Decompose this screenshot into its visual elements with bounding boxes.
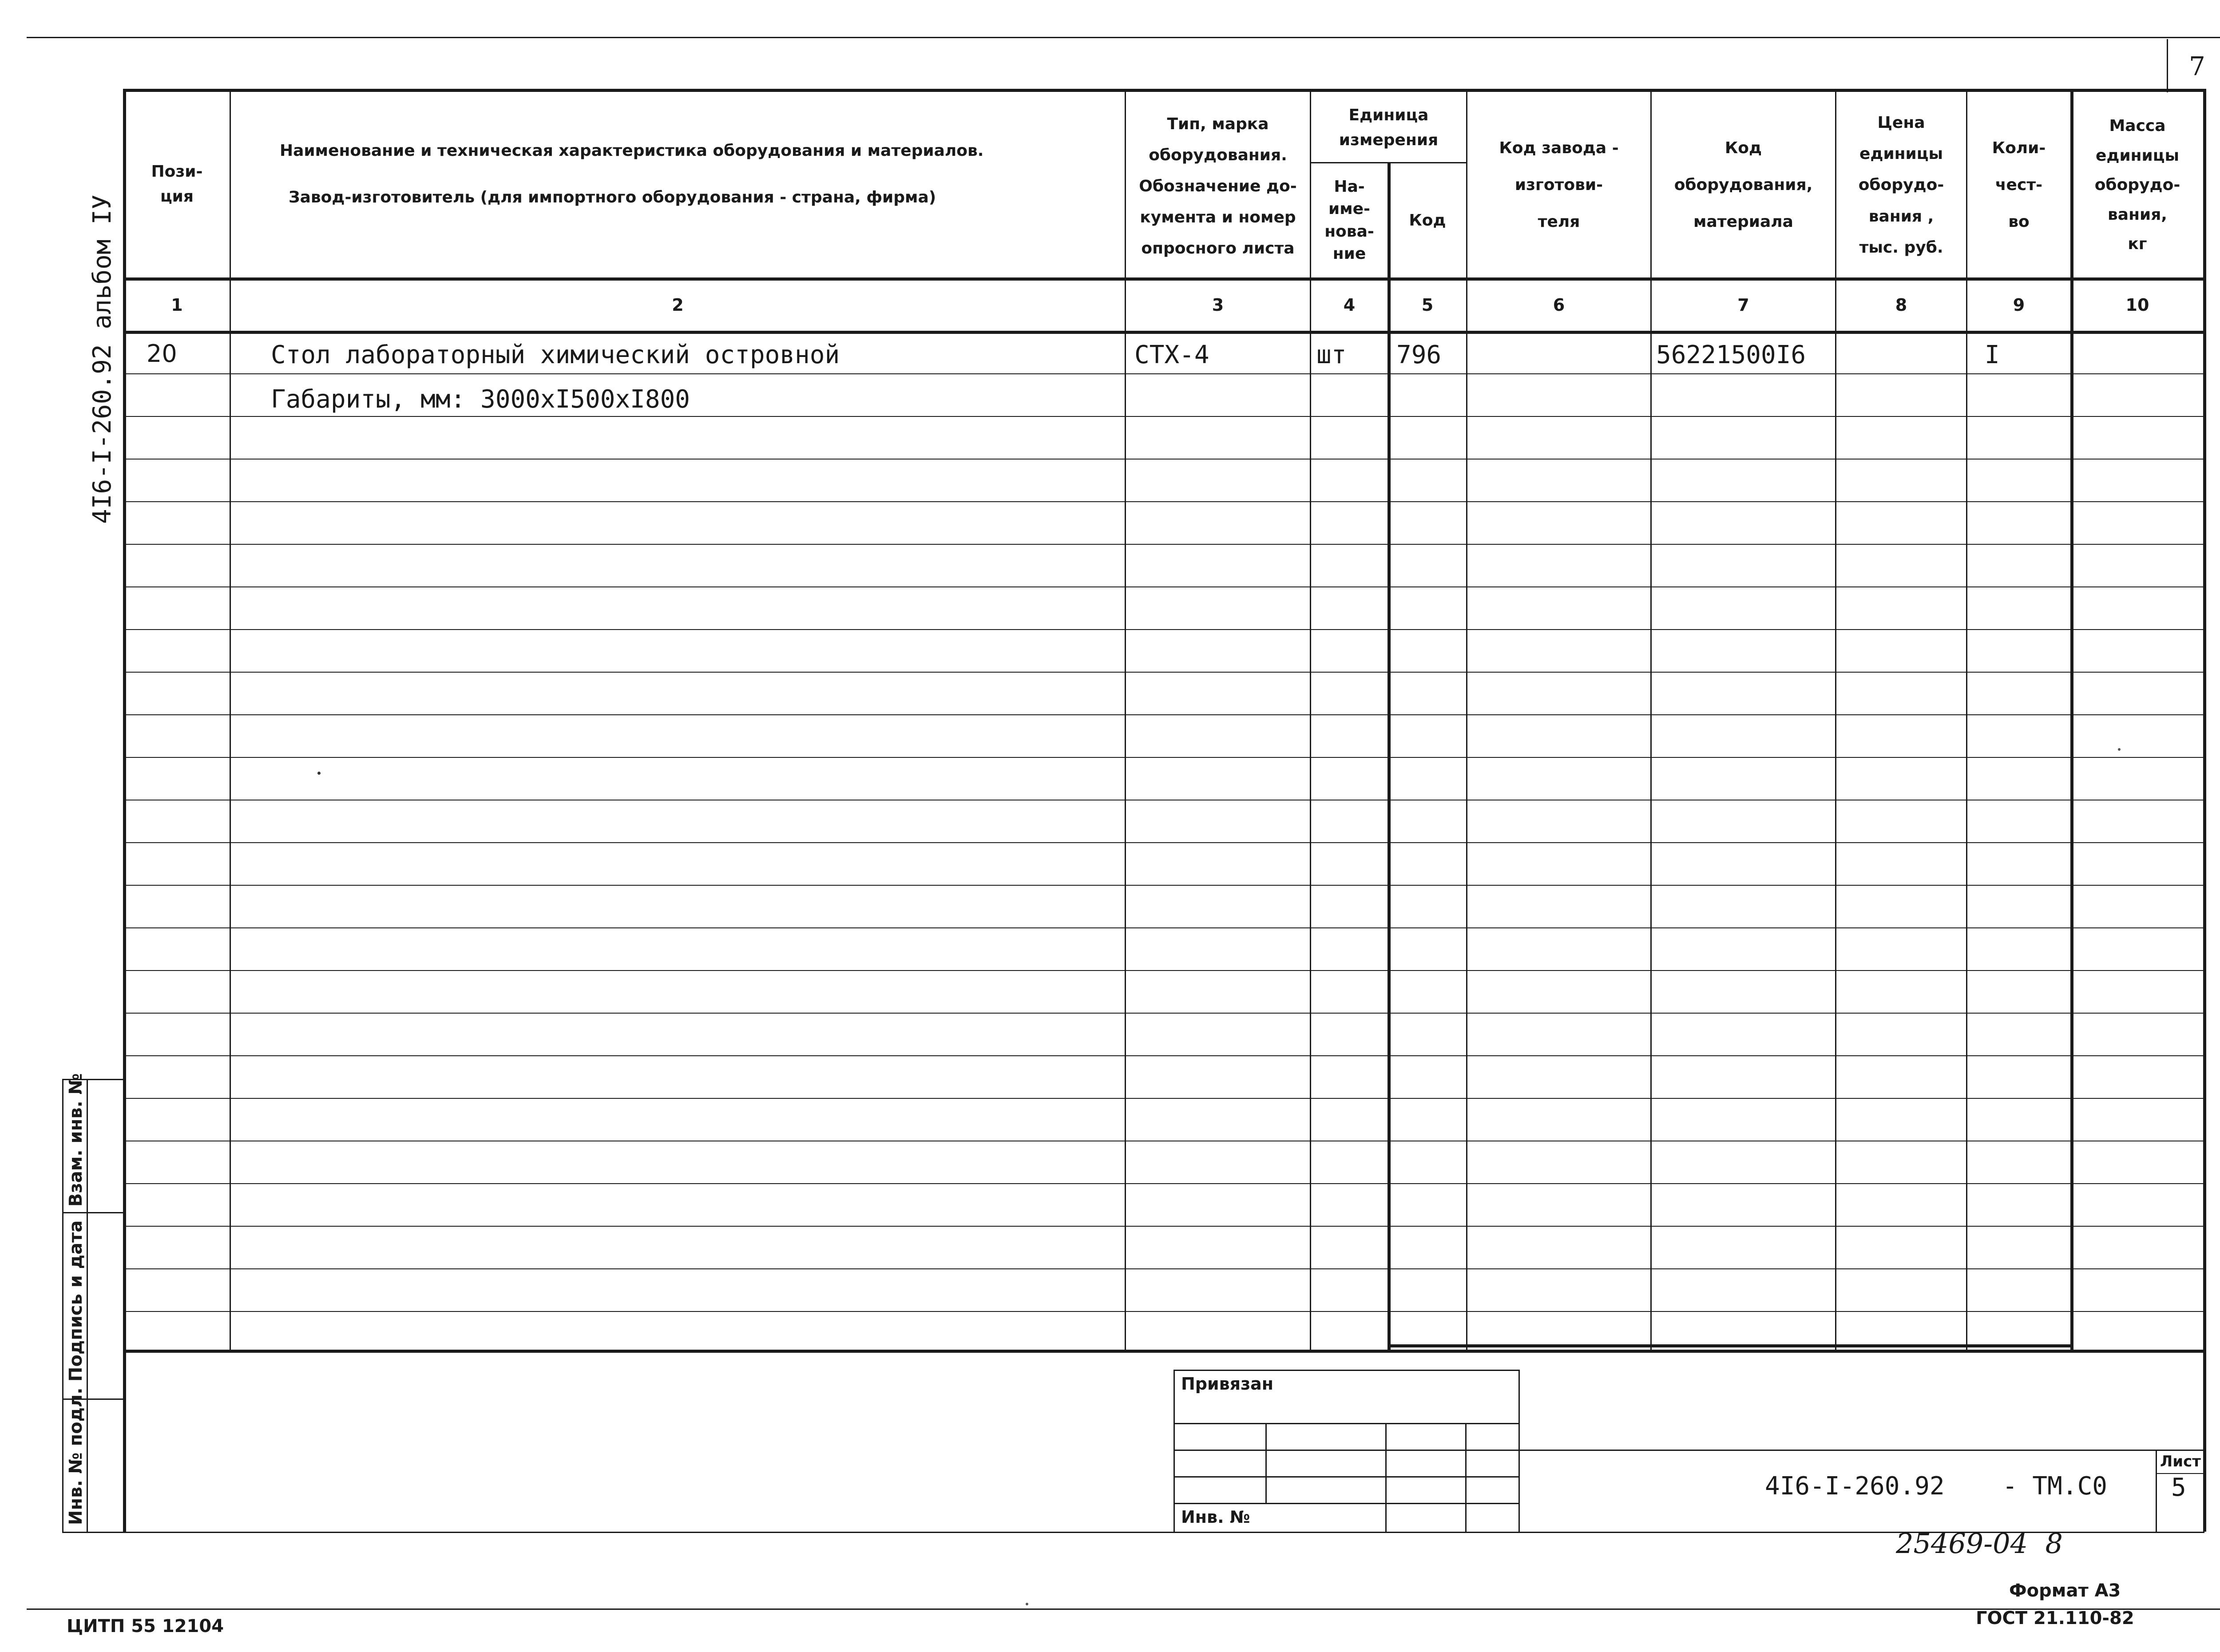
colnum-5: 5 bbox=[1421, 295, 1434, 315]
header-unit-name: На- име- нова- ние bbox=[1324, 177, 1374, 263]
header-unit-group: Единица измерения bbox=[1339, 106, 1439, 149]
row-divider bbox=[123, 1311, 2204, 1312]
colnum-2: 2 bbox=[672, 295, 684, 315]
col-sep-9 bbox=[2070, 89, 2073, 1351]
table-right bbox=[2203, 89, 2206, 1532]
header-equip-code: Код оборудования, материала bbox=[1674, 139, 1813, 231]
title-row-3 bbox=[1173, 1503, 1518, 1504]
row-divider bbox=[123, 373, 2204, 374]
colnum-8: 8 bbox=[1895, 295, 1907, 315]
row-divider bbox=[123, 629, 2204, 630]
header-name-line2: Завод-изготовитель (для импортного оборудования - страна, фирма) bbox=[289, 188, 936, 207]
row-divider bbox=[123, 1013, 2204, 1014]
stamp-bottom bbox=[62, 1532, 2204, 1533]
row1-unit-code: 796 bbox=[1396, 341, 1442, 369]
stamp-sign-date-label: Подпись и дата bbox=[66, 1220, 86, 1382]
row1-type: СТХ-4 bbox=[1134, 341, 1209, 369]
col-sep-7 bbox=[1835, 89, 1836, 1351]
col-sep-8 bbox=[1966, 89, 1967, 1351]
row-divider bbox=[123, 1183, 2204, 1184]
header-quantity: Коли- чест- во bbox=[1992, 139, 2046, 231]
sheet-corner-number: 7 bbox=[2189, 51, 2205, 81]
bottom-border-line bbox=[27, 1608, 2220, 1610]
stamp-inv-orig-label: Инв. № подл. bbox=[66, 1387, 86, 1525]
col-sep-2 bbox=[1125, 89, 1126, 1351]
header-price: Цена единицы оборудо- вания , тыс. руб. bbox=[1858, 114, 1944, 257]
title-row-2 bbox=[1173, 1476, 1518, 1478]
row-divider bbox=[123, 1098, 2204, 1099]
handwritten-number: 25469-04 8 bbox=[1896, 1527, 2063, 1560]
col-sep-1 bbox=[230, 89, 231, 1351]
row-divider bbox=[123, 672, 2204, 673]
row1-position: 20 bbox=[147, 340, 177, 368]
title-privyazan-top bbox=[1173, 1370, 1518, 1371]
corner-box-left bbox=[2167, 39, 2168, 92]
title-list-label: Лист bbox=[2160, 1453, 2201, 1470]
row-divider bbox=[123, 586, 2204, 587]
col-sep-6 bbox=[1650, 89, 1652, 1351]
row-divider bbox=[123, 544, 2204, 545]
tsitp-label: ЦИТП 55 12104 bbox=[67, 1616, 224, 1636]
row-divider bbox=[123, 416, 2204, 417]
title-col-c bbox=[1465, 1423, 1467, 1532]
format-label: Формат А3 bbox=[2009, 1581, 2121, 1601]
row1-quantity: I bbox=[1985, 341, 2000, 369]
scan-speck bbox=[1026, 1603, 1028, 1605]
table-top bbox=[123, 89, 2204, 92]
row1-name: Стол лабораторный химический островной bbox=[271, 341, 840, 369]
row-divider bbox=[123, 501, 2204, 502]
title-doc-code: 4I6-I-260.92 bbox=[1765, 1472, 1945, 1501]
table-bottom bbox=[123, 1350, 2204, 1353]
side-album-label: 4I6-I-260.92 альбом IУ bbox=[88, 194, 117, 524]
top-border-line bbox=[27, 37, 2220, 38]
title-doc-suffix: - ТМ.С0 bbox=[2002, 1472, 2108, 1501]
title-doc-top bbox=[1518, 1450, 2204, 1451]
title-col-b bbox=[1385, 1423, 1387, 1532]
title-col-a bbox=[1265, 1423, 1267, 1503]
colnum-7: 7 bbox=[1737, 295, 1749, 315]
title-row-1 bbox=[1173, 1450, 1518, 1451]
row-divider bbox=[123, 1268, 2204, 1269]
stamp-vzam-label: Взам. инв. № bbox=[66, 1073, 86, 1207]
title-left bbox=[1173, 1370, 1175, 1532]
header-name-line1: Наименование и техническая характеристика оборудования и материалов. bbox=[280, 142, 984, 160]
colnum-3: 3 bbox=[1212, 295, 1224, 315]
stamp-mid bbox=[87, 1079, 88, 1533]
row1-equip-code: 56221500I6 bbox=[1656, 341, 1806, 369]
title-inv-no: Инв. № bbox=[1181, 1507, 1250, 1527]
row-divider bbox=[123, 970, 2204, 971]
row1-unit: шт bbox=[1316, 341, 1347, 369]
colnum-1: 1 bbox=[171, 295, 183, 315]
colnum-6: 6 bbox=[1553, 295, 1565, 315]
header-mass: Масса единицы оборудо- вания, кг bbox=[2094, 117, 2180, 254]
colnum-4: 4 bbox=[1343, 295, 1356, 315]
colnum-10: 10 bbox=[2125, 295, 2149, 315]
colnum-9: 9 bbox=[2013, 295, 2025, 315]
stamp-sep-1 bbox=[62, 1212, 124, 1213]
col-sep-4 bbox=[1388, 162, 1391, 1350]
gost-label: ГОСТ 21.110-82 bbox=[1976, 1608, 2134, 1628]
row2-name: Габариты, мм: 3000хI500хI800 bbox=[271, 385, 690, 414]
row-divider bbox=[123, 1055, 2204, 1056]
row-divider bbox=[123, 885, 2204, 886]
list-box-left bbox=[2156, 1450, 2157, 1532]
row-divider bbox=[123, 927, 2204, 928]
row-divider bbox=[123, 714, 2204, 715]
col-sep-3 bbox=[1310, 89, 1311, 1351]
stamp-left bbox=[62, 1079, 63, 1533]
data-grid-bottom bbox=[1388, 1344, 2071, 1347]
header-unit-code: Код bbox=[1409, 211, 1446, 230]
header-plant-code: Код завода - изготови- теля bbox=[1499, 139, 1619, 231]
row-divider bbox=[123, 1226, 2204, 1227]
title-list-number: 5 bbox=[2171, 1473, 2186, 1502]
row-divider bbox=[123, 459, 2204, 460]
scan-speck bbox=[317, 772, 321, 775]
header-type: Тип, марка оборудования. Обозначение до- кумента и номер опросного листа bbox=[1139, 115, 1297, 258]
title-privyazan: Привязан bbox=[1181, 1374, 1274, 1394]
scan-speck bbox=[2118, 748, 2121, 751]
col-sep-5 bbox=[1466, 89, 1467, 1351]
header-position: Пози- ция bbox=[151, 162, 203, 206]
row-divider bbox=[123, 757, 2204, 758]
numbers-bottom bbox=[123, 331, 2204, 334]
title-privyazan-bottom bbox=[1173, 1423, 1518, 1424]
row-divider bbox=[123, 842, 2204, 843]
